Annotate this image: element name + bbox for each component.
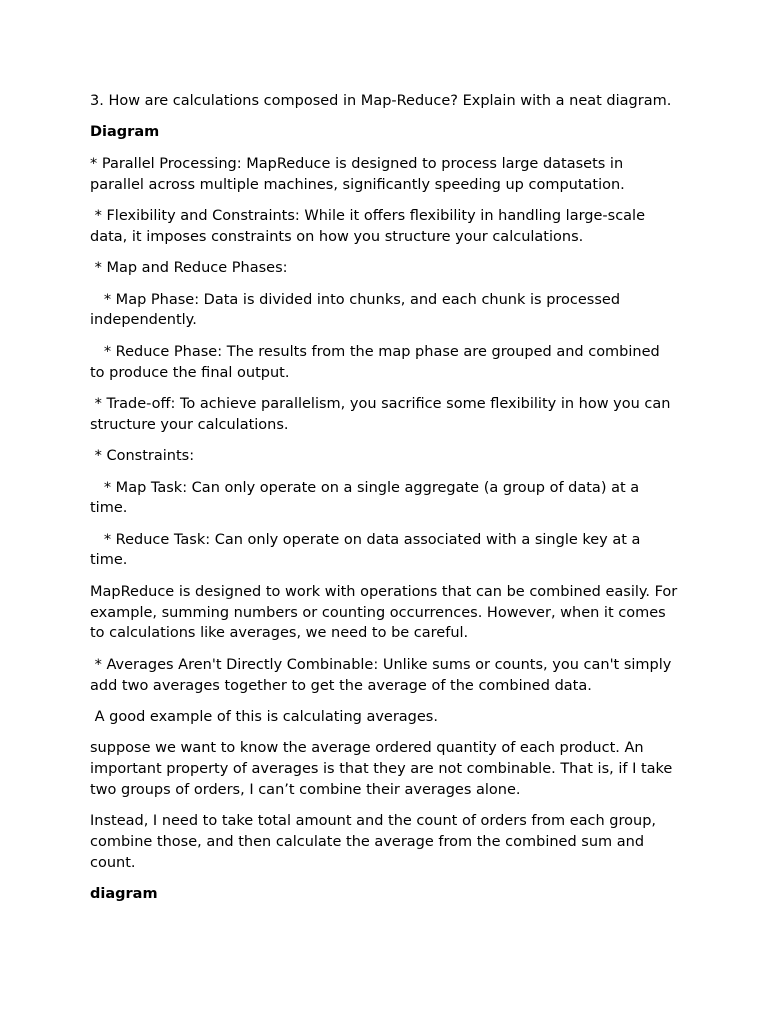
sum-count-paragraph: Instead, I need to take total amount and the count of orders from each group, combine those, and then calculate the average from the combined sum and count.	[90, 813, 661, 872]
question-heading: 3. How are calculations composed in Map-Reduce? Explain with a neat diagram.	[90, 93, 672, 109]
flexibility-constraints-point: * Flexibility and Constraints: While it offers flexibility in handling large-scale data, it imposes constraints on how you structure your calculations.	[90, 207, 650, 245]
constraints-point: * Constraints:	[90, 448, 195, 465]
reduce-task-subpoint: * Reduce Task: Can only operate on data associated with a single key at a time.	[90, 531, 646, 569]
map-reduce-phases-point: * Map and Reduce Phases:	[90, 260, 288, 277]
parallel-processing-point: * Parallel Processing: MapReduce is designed to process large datasets in parallel across multiple machines, significantly speeding up computation.	[90, 155, 628, 193]
document-page	[90, 91, 682, 916]
average-quantity-paragraph: suppose we want to know the average ordered quantity of each product. An important property of averages is that they are not combinable. That is, if I take two groups of orders, I can’t combine their averages alone.	[90, 740, 677, 799]
reduce-phase-subpoint: * Reduce Phase: The results from the map phase are grouped and combined to produce the final output.	[90, 343, 665, 381]
map-task-subpoint: * Map Task: Can only operate on a single aggregate (a group of data) at a time.	[90, 479, 644, 517]
trade-off-point: * Trade-off: To achieve parallelism, you sacrifice some flexibility in how you can structure your calculations.	[90, 395, 676, 433]
combinable-operations-paragraph: MapReduce is designed to work with operations that can be combined easily. For example, summing numbers or counting occurrences. However, when it comes to calculations like averages, we need to be careful.	[90, 583, 682, 642]
averages-example-line: A good example of this is calculating averages.	[90, 709, 438, 726]
diagram-heading: Diagram	[90, 124, 160, 141]
map-phase-subpoint: * Map Phase: Data is divided into chunks, and each chunk is processed independently.	[90, 291, 625, 329]
averages-not-combinable-point: * Averages Aren't Directly Combinable: Unlike sums or counts, you can't simply add two averages together to get the average of the combined data.	[90, 656, 676, 694]
diagram-footer-heading: diagram	[90, 886, 158, 903]
